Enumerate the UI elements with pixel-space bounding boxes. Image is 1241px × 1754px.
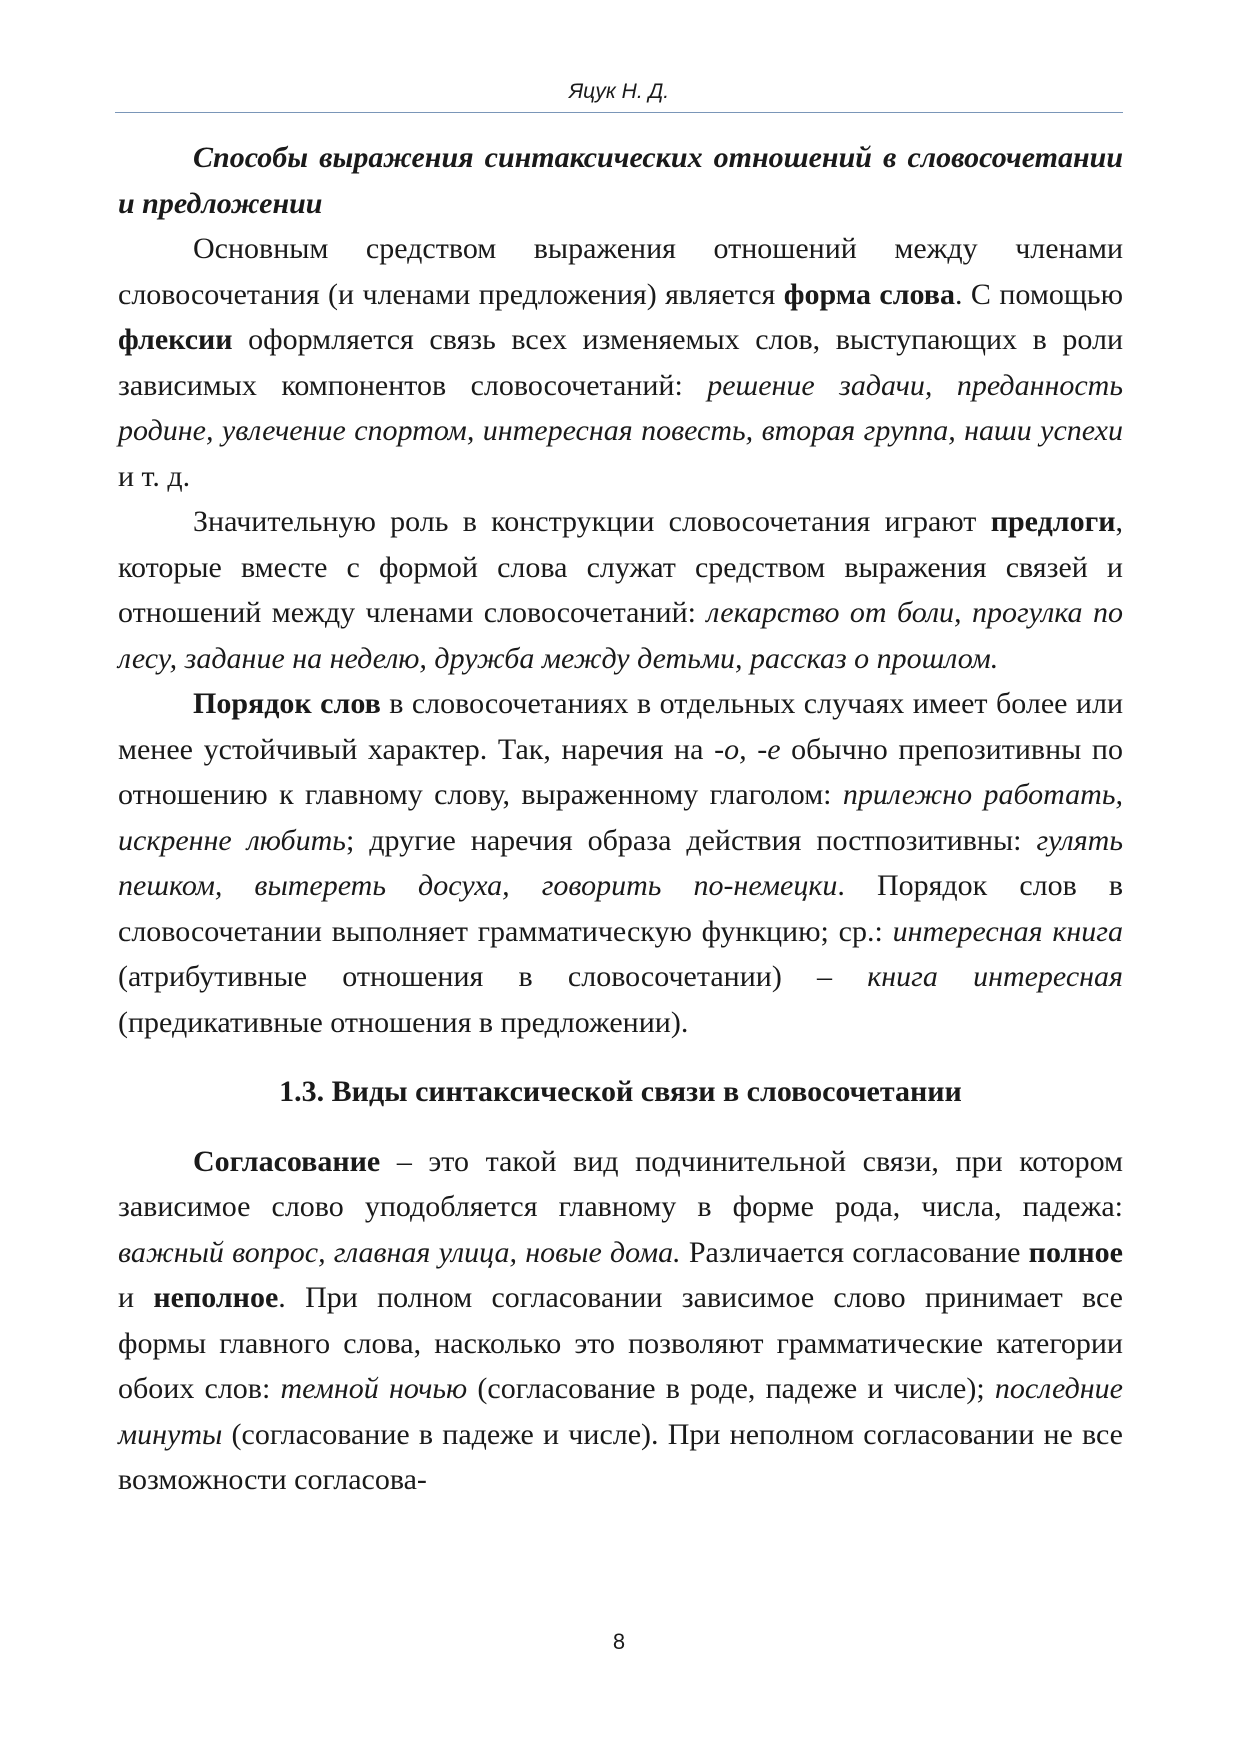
example-phrases: лекарство от боли, прогулка по лесу, задание на неделю, дружба между детьми, рассказ о прошлом. (118, 596, 1123, 675)
page-number: 8 (612, 1629, 626, 1654)
text-run: Основным средством выражения отношений между членами словосочетания (и членами предложения) является (118, 232, 1123, 311)
text-run: , которые вместе с формой слова служат средством выражения связей и отношений между членами словосочетаний: (118, 505, 1123, 629)
example-phrase: книга интересная (867, 960, 1123, 993)
example-phrases: прилежно работать, искренне любить (118, 778, 1123, 857)
section-heading: Способы выражения синтаксических отношений в словосочетании и предложении (118, 141, 1123, 220)
term-word-order: Порядок слов (193, 687, 381, 720)
text-run: обычно препозитивны по отношению к главному слову, выраженному глаголом: (118, 732, 1123, 811)
text-run: (предикативные отношения в предложении). (118, 1005, 689, 1039)
text-run: ; другие наречия образа действия постпозитивны: (345, 823, 1037, 857)
paragraph-form-of-word (118, 226, 1123, 499)
example-phrase: темной ночью (280, 1372, 468, 1405)
text-run: (согласование в падеже и числе). При неполном согласовании не все возможности согласова- (118, 1417, 1123, 1496)
running-header: Яцук Н. Д. (568, 80, 670, 103)
term-form-of-word: форма слова (783, 277, 956, 311)
text-run: и (118, 1281, 154, 1314)
term-inflection: флексии (118, 323, 233, 356)
text-run: (атрибутивные отношения в словосочетании) – (118, 960, 868, 993)
text-run: – это такой вид подчинительной связи, при котором зависимое слово уподобляется главному в форме рода, числа, падежа: (118, 1144, 1123, 1223)
example-phrases: важный вопрос, главная улица, новые дома. (118, 1235, 681, 1269)
example-phrase: интересная книга (892, 914, 1123, 948)
text-run: Значительную роль в конструкции словосочетания играют (193, 505, 991, 538)
term-prepositions: предлоги (990, 505, 1116, 538)
term-full: полное (1028, 1235, 1123, 1269)
paragraph-word-order (118, 681, 1123, 1045)
text-run: (согласование в роде, падеже и числе); (467, 1372, 995, 1405)
text-run: оформляется связь всех изменяемых слов, выступающих в роли зависимых компонентов словосочетаний: (118, 323, 1123, 402)
page-body (118, 135, 1123, 1503)
header-divider (115, 112, 1123, 113)
subsection-heading: 1.3. Виды синтаксической связи в словосочетании (279, 1075, 962, 1108)
text-run: . Порядок слов в словосочетании выполняет грамматическую функцию; ср.: (118, 869, 1124, 948)
paragraph-agreement (118, 1139, 1123, 1503)
term-partial: неполное (153, 1281, 279, 1314)
term-agreement: Согласование (193, 1144, 381, 1178)
example-phrases: решение задачи, преданность родине, увлечение спортом, интересная повесть, вторая группа, наши успехи (118, 368, 1123, 447)
example-suffixes: -о, -е (714, 732, 781, 766)
text-run: Различается согласование (680, 1235, 1029, 1269)
paragraph-prepositions (118, 499, 1123, 681)
text-run: . С помощью (955, 277, 1124, 311)
text-run: и т. д. (118, 459, 191, 493)
text-run: . При полном согласовании зависимое слово принимает все формы главного слова, насколько это позволяют грамматические категории обоих слов: (118, 1281, 1123, 1405)
text-run: в словосочетаниях в отдельных случаях имеет более или менее устойчивый характер. Так, наречия на (118, 687, 1124, 766)
example-phrases: гулять пешком, вытереть досуха, говорить по-немецки (118, 823, 1123, 902)
example-phrase: последние минуты (118, 1372, 1123, 1451)
